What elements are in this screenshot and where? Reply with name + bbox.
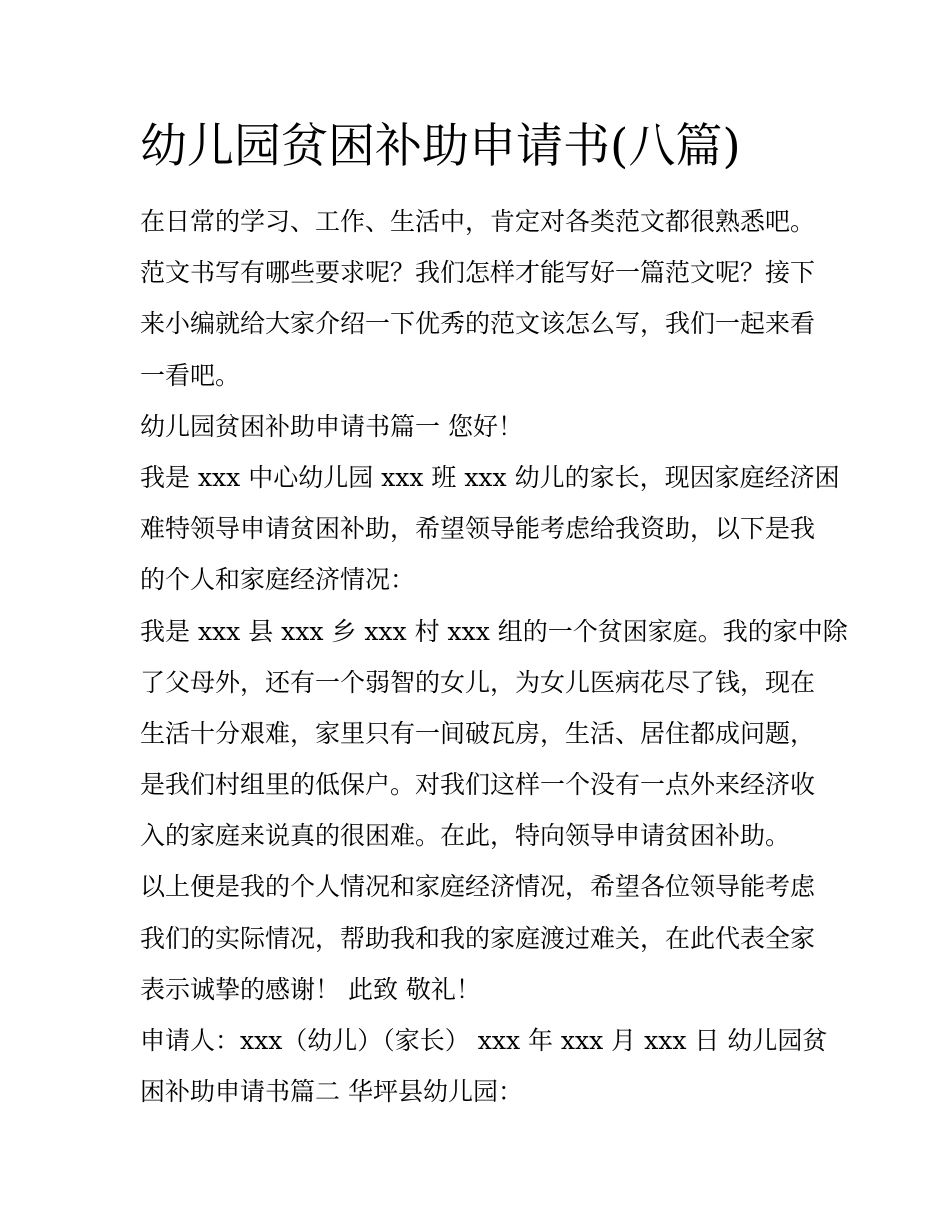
- text-line: 困补助申请书篇二 华坪县幼儿园：: [140, 1077, 523, 1107]
- text-line: 表示诚挚的感谢！ 此致 敬礼！: [140, 974, 481, 1004]
- text-line: 在日常的学习、工作、生活中，肯定对各类范文都很熟悉吧。: [140, 207, 816, 236]
- text-line: 的个人和家庭经济情况：: [140, 565, 416, 595]
- text-line: 申请人：xxx（幼儿）（家长） xxx 年 xxx 月 xxx 日 幼儿园贫: [140, 1026, 828, 1055]
- text-line: 生活十分艰难，家里只有一间破瓦房，生活、居住都成问题，: [140, 718, 816, 748]
- document-body: [140, 196, 848, 1117]
- text-line: 难特领导申请贫困补助，希望领导能考虑给我资助，以下是我: [140, 514, 816, 544]
- text-line: 一看吧。: [140, 360, 241, 390]
- text-line: 我们的实际情况，帮助我和我的家庭渡过难关，在此代表全家: [140, 923, 816, 953]
- text-line: 以上便是我的个人情况和家庭经济情况，希望各位领导能考虑: [140, 872, 816, 902]
- text-line: 我是 xxx 县 xxx 乡 xxx 村 xxx 组的一个贫困家庭。我的家中除: [140, 616, 848, 646]
- text-line: 我是 xxx 中心幼儿园 xxx 班 xxx 幼儿的家长，现因家庭经济困: [140, 462, 840, 492]
- text-line: 是我们村组里的低保户。对我们这样一个没有一点外来经济收: [140, 770, 816, 800]
- document-title: 幼儿园贫困补助申请书(八篇): [140, 119, 741, 174]
- text-line: 入的家庭来说真的很困难。在此，特向领导申请贫困补助。: [140, 821, 791, 851]
- text-line: 了父母外，还有一个弱智的女儿，为女儿医病花尽了钱，现在: [140, 667, 816, 697]
- text-line: 范文书写有哪些要求呢？我们怎样才能写好一篇范文呢？接下: [140, 258, 816, 288]
- text-line: 幼儿园贫困补助申请书篇一 您好！: [140, 411, 523, 441]
- text-line: 来小编就给大家介绍一下优秀的范文该怎么写，我们一起来看: [140, 309, 816, 339]
